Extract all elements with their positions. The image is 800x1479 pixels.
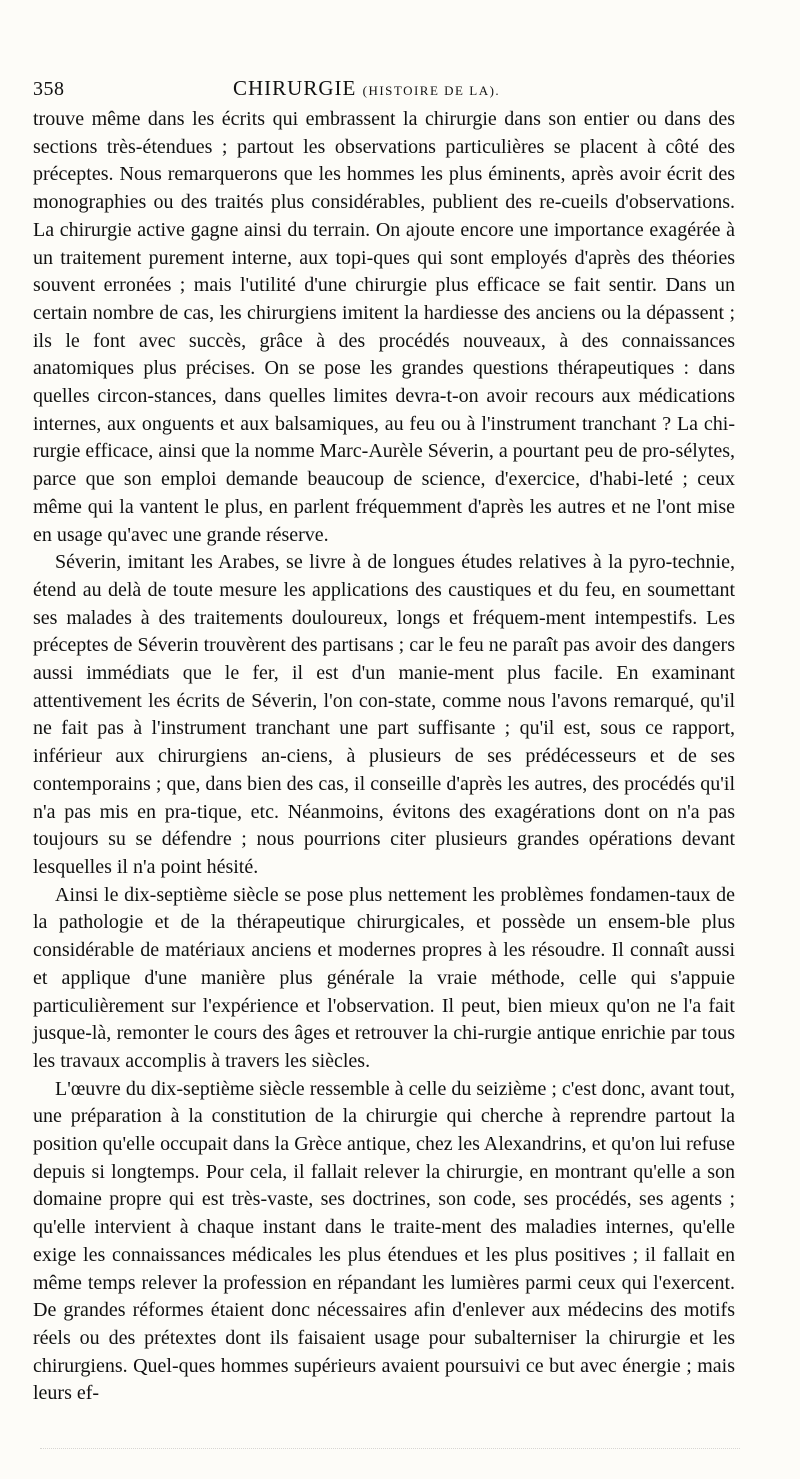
page-number: 358	[33, 78, 65, 100]
paragraph-1: trouve même dans les écrits qui embrassent la chirurgie dans son entier ou dans des sections très-étendues ; partout les observations particulières se placent à côté des préceptes. Nous remarquerons que les hommes les plus éminents, après avoir écrit des monographies ou des traités plus considérables, publient des re-cueils d'observations. La chirurgie active gagne ainsi du terrain. On ajoute encore une importance exagérée à un traitement purement interne, aux topi-ques qui sont employés d'après des théories souvent erronées ; mais l'utilité d'une chirurgie plus efficace se fait sentir. Dans un certain nombre de cas, les chirurgiens imitent la hardiesse des anciens ou la dépassent ; ils le font avec succès, grâce à des procédés nouveaux, à des connaissances anatomiques plus précises. On se pose les grandes questions thérapeutiques : dans quelles circon-stances, dans quelles limites devra-t-on avoir recours aux médications internes, aux onguents et aux balsamiques, au feu ou à l'instrument tranchant ? La chi-rurgie efficace, ainsi que la nomme Marc-Aurèle Séverin, a pourtant peu de pro-sélytes, parce que son emploi demande beaucoup de science, d'exercice, d'habi-leté ; ceux même qui la vantent le plus, en parlent fréquemment d'après les autres et ne l'ont mise en usage qu'avec une grande réserve.	[33, 108, 735, 546]
running-title-open: (	[362, 83, 369, 98]
running-header	[33, 72, 735, 106]
paragraph-3: Ainsi le dix-septième siècle se pose plus nettement les problèmes fondamen-taux de la pathologie et de la thérapeutique chirurgicales, et possède un ensem-ble plus considérable de matériaux anciens et modernes propres à les résoudre. Il connaît aussi et applique d'une manière plus générale la vraie méthode, celle qui s'appuie particulièrement sur l'expérience et l'observation. Il peut, bien mieux qu'on ne l'a fait jusque-là, remonter le cours des âges et retrouver la chi-rurgie antique enrichie par tous les travaux accomplis à travers les siècles.	[33, 883, 735, 1072]
running-title-close: ).	[489, 83, 501, 98]
running-title-main: CHIRURGIE	[233, 76, 357, 100]
paragraph-2: Séverin, imitant les Arabes, se livre à de longues études relatives à la pyro-technie, étend au delà de toute mesure les applications des caustiques et du feu, en soumettant ses malades à des traitements douloureux, longs et fréquem-ment intempestifs. Les préceptes de Séverin trouvèrent des partisans ; car le feu ne paraît pas avoir des dangers aussi immédiats que le fer, il est d'un manie-ment plus facile. En examinant attentivement les écrits de Séverin, l'on con-state, comme nous l'avons remarqué, qu'il ne fait pas à l'instrument tranchant une part suffisante ; qu'il est, sous ce rapport, inférieur aux chirurgiens an-ciens, à plusieurs de ses prédécesseurs et de ses contemporains ; que, dans bien des cas, il conseille d'après les autres, des procédés qu'il n'a pas mis en pra-tique, etc. Néanmoins, évitons des exagérations dont on n'a pas toujours su se défendre ; nous pourrions citer plusieurs grandes opérations devant lesquelles il n'a point hésité.	[33, 551, 735, 878]
page-bottom-margin	[40, 1438, 740, 1449]
running-title-sub: HISTOIRE DE LA	[368, 83, 490, 98]
paragraph-4: L'œuvre du dix-septième siècle ressemble à celle du seizième ; c'est donc, avant tout, une préparation à la constitution de la chirurgie qui cherche à reprendre partout la position qu'elle occupait dans la Grèce antique, chez les Alexandrins, et qu'on lui refuse depuis si longtemps. Pour cela, il fallait relever la chirurgie, en montrant qu'elle a son domaine propre qui est très-vaste, ses doctrines, son code, ses procédés, ses agents ; qu'elle intervient à chaque instant dans le traite-ment des maladies internes, qu'elle exige les connaissances médicales les plus étendues et les plus positives ; il fallait en même temps relever la profession en répandant les lumières parmi ceux qui l'exercent. De grandes réformes étaient donc nécessaires afin d'enlever aux médecins des motifs réels ou des prétextes dont ils faisaient usage pour subalterniser la chirurgie et les chirurgiens. Quel-ques hommes supérieurs avaient poursuivi ce but avec énergie ; mais leurs ef-	[33, 1077, 735, 1405]
running-title	[233, 76, 500, 101]
document-page	[33, 72, 735, 1408]
